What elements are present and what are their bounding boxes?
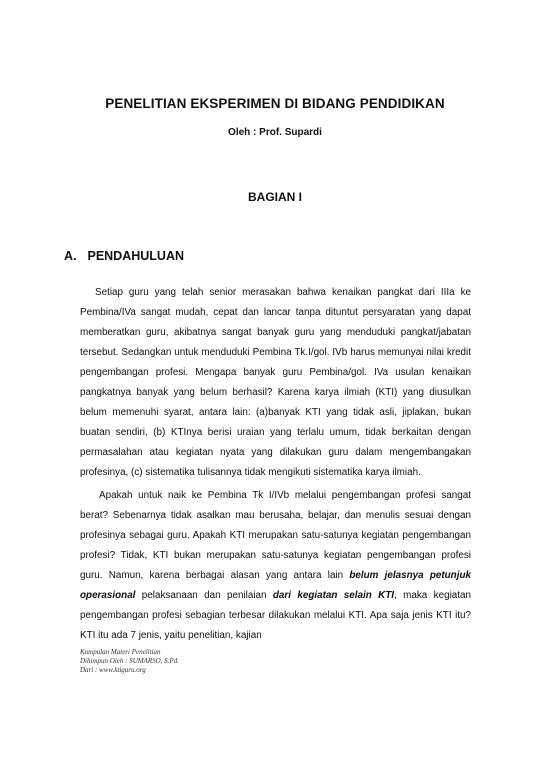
paragraph-1 [80,283,471,483]
paragraph-1-text: Setiap guru yang telah senior merasakan bahwa kenaikan pangkat dari IIIa ke Pembina/IVa sangat mudah, cepat dan lancar tanpa dituntut persyaratan yang dapat memberatkan guru, akibatnya sangat banyak guru yang menduduki pangkat/jabatan tersebut. Sedangkan untuk menduduki Pembina Tk.I/gol. IVb harus memunyai nilai kredit pengembangan profesi. Mengapa banyak guru Pembina/gol. IVa usulan kenaikan pangkatnya banyak yang belum berhasil? Karena karya ilmiah (KTI) yang diusulkan belum memenuhi syarat, antara lain: (a)banyak KTI yang tidak asli, jiplakan, bukan buatan sendiri, (b) KTInya berisi uraian yang terlalu umum, tidak berkaitan dengan permasalahan atau kegiatan nyata yang dilakukan guru dalam mengembangakan profesinya, (c) sistematika tulisannya tidak mengikuti sistematika karya ilmiah. [80,287,471,478]
paragraph-2 [80,486,471,646]
part-heading: BAGIAN I [248,190,302,204]
section-title: PENDAHULUAN [87,249,185,263]
footer-line-3: Dari : www.ktiguru.org [80,666,146,674]
footer-line-1: Kumpulan Materi Penelitian [80,648,161,656]
document-author: Oleh : Prof. Supardi [228,127,322,138]
paragraph-2-text-c: , maka kegiatan pengembangan profesi sebagian terbesar dilakukan melalui KTI. Apa saja jenis KTI itu? KTI itu ada 7 jenis, yaitu penelitian, kajian [80,590,471,641]
section-number: A. [64,249,77,263]
section-heading [64,249,184,263]
paragraph-2-text-a: Apakah untuk naik ke Pembina Tk I/IVb melalui pengembangan profesi sangat berat? Sebenarnya tidak asalkan mau berusaha, belajar, dan menulis sesuai dengan profesinya sebagai guru. Apakah KTI merupakan satu-satunya kegiatan pengembangan profesi? Tidak, KTI bukan merupakan satu-satunya kegiatan pengembangan profesi guru. Namun, karena berbagai alasan yang antara lain [80,490,471,581]
paragraph-2-emphasis-b: dari kegiatan selain KTI [272,590,395,601]
footer-line-2: Dihimpun Oleh : SUMARSO, S.Pd. [80,657,179,665]
paragraph-2-text-b: pelaksanaan dan penilaian [135,590,273,601]
document-title: PENELITIAN EKSPERIMEN DI BIDANG PENDIDIKAN [105,96,445,111]
paragraph-2-emphasis-a: belum jelasnya petunjuk operasional [80,570,471,601]
page-footer [80,648,179,675]
